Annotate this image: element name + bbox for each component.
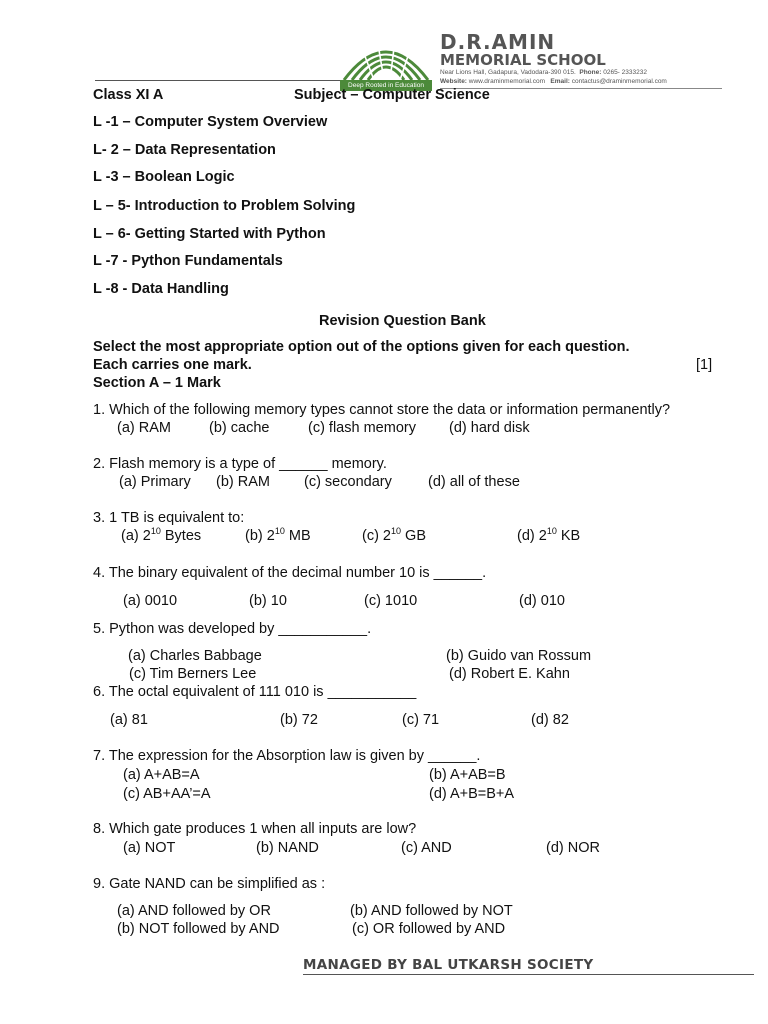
- school-address-line: [440, 69, 647, 76]
- question-9-option-a: (a) AND followed by OR: [117, 903, 271, 919]
- email-label: Email:: [550, 78, 570, 85]
- instruction-line-1: Select the most appropriate option out of the options given for each question.: [93, 339, 630, 355]
- question-4-option-a: (a) 0010: [123, 593, 178, 609]
- question-3-text: 3. 1 TB is equivalent to:: [93, 510, 245, 526]
- question-1-option-a: (a) RAM: [117, 420, 171, 436]
- question-6-option-b: (b) 72: [280, 712, 318, 728]
- question-1-text: 1. Which of the following memory types cannot store the data or information permanently?: [93, 402, 671, 418]
- school-name: D.R.AMIN: [440, 30, 556, 54]
- question-5-option-a: (a) Charles Babbage: [128, 648, 262, 664]
- question-1-option-d: (d) hard disk: [449, 420, 530, 436]
- marks-label: [1]: [696, 357, 713, 373]
- question-3-option-b: (b) $2^{10}$ MB: [245, 526, 311, 544]
- question-4-option-d: (d) 010: [519, 593, 565, 609]
- lesson-item: L – 5- Introduction to Problem Solving: [93, 198, 356, 214]
- school-contact-line: [440, 78, 667, 85]
- header-divider: [95, 80, 340, 81]
- instruction-line-2: Each carries one mark.: [93, 357, 252, 373]
- question-4-option-c: (c) 1010: [364, 593, 418, 609]
- question-8-option-d: (d) NOR: [546, 840, 600, 856]
- school-phone: 0265- 2333232: [603, 69, 647, 76]
- school-email: contactus@draminmemorial.com: [571, 78, 667, 85]
- question-6-text: 6. The octal equivalent of 111 010 is ___________: [93, 684, 417, 700]
- school-website: www.draminmemorial.com: [468, 78, 545, 85]
- question-8-text: 8. Which gate produces 1 when all inputs are low?: [93, 821, 417, 837]
- question-9-option-d: (c) OR followed by AND: [352, 921, 506, 937]
- page-title: Revision Question Bank: [319, 313, 486, 329]
- question-8-option-c: (c) AND: [401, 840, 452, 856]
- lesson-item: L -1 – Computer System Overview: [93, 114, 328, 130]
- question-6-option-c: (c) 71: [402, 712, 440, 728]
- lesson-item: L -7 - Python Fundamentals: [93, 253, 283, 269]
- school-logo: [338, 30, 434, 82]
- question-3-option-a: (a) $2^{10}$ Bytes: [121, 526, 202, 544]
- question-9-option-b: (b) AND followed by NOT: [350, 903, 513, 919]
- question-1-option-b: (b) cache: [209, 420, 270, 436]
- question-5-text: 5. Python was developed by ___________.: [93, 621, 372, 637]
- question-9-option-c: (b) NOT followed by AND: [117, 921, 280, 937]
- class-label: Class XI A: [93, 87, 164, 103]
- school-subtitle: MEMORIAL SCHOOL: [440, 51, 606, 69]
- question-2-option-d: (d) all of these: [428, 474, 520, 490]
- question-7-text: 7. The expression for the Absorption law is given by ______.: [93, 748, 481, 764]
- question-7-option-b: (b) A+AB=B: [429, 767, 506, 783]
- question-5-option-b: (b) Guido van Rossum: [446, 648, 592, 664]
- section-heading: Section A – 1 Mark: [93, 375, 221, 391]
- question-9-text: 9. Gate NAND can be simplified as :: [93, 876, 326, 892]
- question-2-option-c: (c) secondary: [304, 474, 392, 490]
- question-8-option-a: (a) NOT: [123, 840, 176, 856]
- subject-label: Subject – Computer Science: [294, 87, 490, 103]
- question-2-option-b: (b) RAM: [216, 474, 270, 490]
- phone-label: Phone:: [579, 69, 602, 76]
- question-5-option-c: (c) Tim Berners Lee: [129, 666, 257, 682]
- question-7-option-a: (a) A+AB=A: [123, 767, 200, 783]
- lesson-item: L -3 – Boolean Logic: [93, 169, 235, 185]
- question-1-option-c: (c) flash memory: [308, 420, 416, 436]
- lesson-item: L – 6- Getting Started with Python: [93, 226, 326, 242]
- lesson-item: L- 2 – Data Representation: [93, 142, 276, 158]
- question-3-option-c: (c) $2^{10}$ GB: [362, 526, 426, 544]
- footer-text: MANAGED BY BAL UTKARSH SOCIETY: [303, 957, 594, 973]
- question-7-option-d: (d) A+B=B+A: [429, 786, 515, 802]
- question-6-option-a: (a) 81: [110, 712, 148, 728]
- question-3-option-d: (d) $2^{10}$ KB: [517, 526, 581, 544]
- footer-divider: [303, 974, 754, 975]
- website-label: Website:: [440, 78, 467, 85]
- question-2-option-a: (a) Primary: [119, 474, 191, 490]
- question-5-option-d: (d) Robert E. Kahn: [449, 666, 570, 682]
- question-2-text: 2. Flash memory is a type of ______ memory.: [93, 456, 387, 472]
- question-6-option-d: (d) 82: [531, 712, 569, 728]
- lesson-item: L -8 - Data Handling: [93, 281, 229, 297]
- school-address: Near Lions Hall, Gadapura, Vadodara-390 015.: [440, 69, 576, 76]
- question-7-option-c: (c) AB+AA’=A: [123, 786, 211, 802]
- question-8-option-b: (b) NAND: [256, 840, 319, 856]
- question-4-option-b: (b) 10: [249, 593, 287, 609]
- school-tagline: Deep Rooted in Education: [340, 80, 432, 91]
- question-4-text: 4. The binary equivalent of the decimal number 10 is ______.: [93, 565, 487, 581]
